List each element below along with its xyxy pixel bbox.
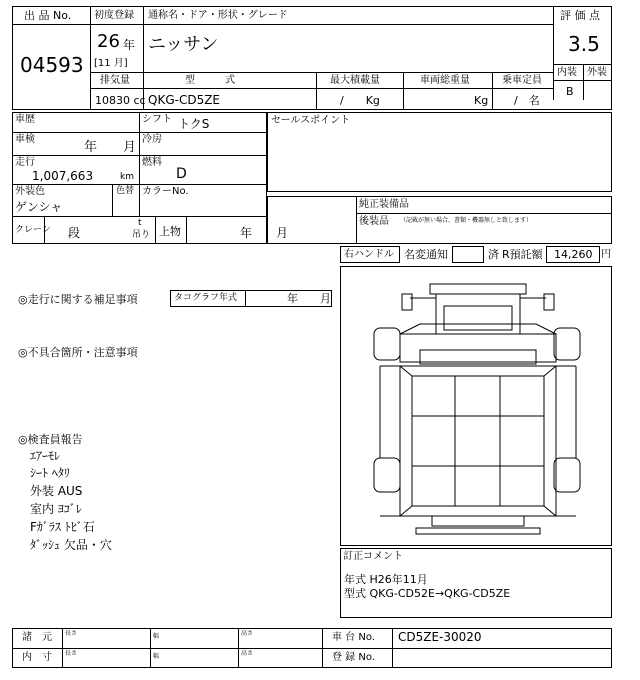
yen-mark: 円 [601, 249, 611, 260]
max-load-label: 最大積載量 [330, 75, 380, 86]
capacity-unit: / 名 [514, 94, 540, 107]
displacement-value: 10830 cc [95, 94, 146, 107]
interior-grade-value: B [566, 85, 574, 98]
gvw-label: 車両総重量 [420, 75, 470, 86]
first-reg-month: [11 月] [94, 58, 128, 69]
mileage-unit: km [120, 172, 134, 182]
interior-height-label: 高さ [241, 650, 254, 657]
spec-length-label: 長さ [65, 630, 78, 637]
inspector-line-1: ｴｱｰﾓﾚ [30, 449, 61, 463]
name-label: 通称名・ドア・形状・グレード [148, 10, 288, 21]
mileage-label: 走行 [15, 157, 35, 168]
genuine-label: 純正装備品 [359, 199, 409, 210]
defects-label: ◎不具合箇所・注意事項 [18, 346, 138, 359]
capacity-label: 乗車定員 [502, 75, 542, 86]
max-load-unit: / Kg [340, 94, 380, 107]
score-label: 評 価 点 [560, 9, 600, 22]
tacho-label: タコグラフ年式 [174, 293, 238, 303]
spec-width-label: 幅 [153, 633, 160, 640]
interior-grade-label: 内装 [557, 67, 577, 78]
inspection-value: 年 月 [84, 140, 137, 155]
correction-label: 訂正コメント [343, 551, 403, 562]
crane-hoist: 吊り [132, 230, 151, 240]
recycle-amount: 14,260 [554, 248, 593, 261]
color-value: ゲンシャ [15, 200, 63, 214]
name-change-label: 名変通知 [404, 248, 448, 261]
chassis-number: CD5ZE-30020 [398, 630, 482, 644]
exterior-grade-label: 外装 [587, 67, 607, 78]
inspection-label: 車検 [15, 134, 35, 145]
inspector-line-6: ﾀﾞｯｼｭ 欠品・穴 [30, 538, 112, 552]
inspector-line-5: Fｶﾞﾗｽ ﾄﾋﾞ石 [30, 520, 95, 534]
color-code-label: カラーNo. [142, 186, 189, 197]
lot-number: 04593 [20, 53, 84, 77]
first-reg-year-unit: 年 [123, 38, 136, 52]
truck-diagram [340, 266, 612, 546]
spec-height-label: 高さ [241, 630, 254, 637]
recycle-mark: 済 [488, 248, 499, 261]
name-change-box [452, 246, 484, 263]
inspector-label: ◎検査員報告 [18, 433, 83, 446]
chassis-label: 車 台 No. [332, 632, 375, 643]
car-name: ニッサン [148, 34, 219, 55]
first-reg-year: 26 [97, 31, 120, 52]
inspector-line-2: ｼｰﾄ ﾍﾀﾘ [30, 466, 70, 480]
registration-label: 登 録 No. [332, 652, 375, 663]
crane-label: クレーン [15, 225, 51, 235]
driving-notes-label: ◎走行に関する補足事項 [18, 293, 138, 306]
interior-length-label: 長さ [65, 650, 78, 657]
ac-label: 冷房 [142, 134, 162, 145]
model-value: QKG-CD5ZE [148, 93, 220, 107]
fuel-value: D [176, 166, 187, 182]
color-no-label: 色替 [116, 186, 135, 196]
aftermarket-label: 後装品 [359, 216, 389, 227]
gvw-unit: Kg [474, 94, 489, 107]
upper-value: 年 月 [240, 226, 289, 240]
tacho-value: 年 月 [287, 292, 331, 305]
shift-label: シフト [142, 114, 172, 125]
shift-value: トクS [178, 117, 210, 131]
fuel-label: 燃料 [142, 157, 162, 168]
color-label: 外装色 [15, 186, 45, 197]
handle-value: 右ハンドル [344, 249, 394, 260]
score-value: 3.5 [568, 32, 600, 56]
correction-line-1: 年式 H26年11月 [344, 573, 428, 586]
correction-line-2: 型式 QKG-CD52E→QKG-CD5ZE [344, 587, 511, 600]
mileage-value: 1,007,663 [32, 169, 94, 183]
aftermarket-note: （記載が無い場合、書類・機器無しと致します） [400, 217, 533, 224]
upper-label: 上物 [159, 225, 181, 238]
displacement-label: 排気量 [100, 75, 130, 86]
inspector-line-4: 室内 ﾖｺﾞﾚ [30, 502, 82, 516]
interior-dim-label: 内 寸 [22, 652, 52, 663]
sales-point-label: セールスポイント [271, 115, 351, 126]
history-label: 車歴 [15, 114, 35, 125]
crane-ton: t [138, 218, 142, 228]
crane-stage: 段 [68, 226, 81, 240]
model-label: 型 式 [185, 75, 235, 86]
first-reg-label: 初度登録 [94, 10, 134, 21]
lot-label: 出 品 No. [24, 9, 72, 22]
spec-row-label: 諸 元 [22, 632, 52, 643]
recycle-label: R預託額 [502, 248, 543, 261]
interior-width-label: 幅 [153, 653, 160, 660]
inspector-line-3: 外装 AUS [30, 484, 83, 498]
